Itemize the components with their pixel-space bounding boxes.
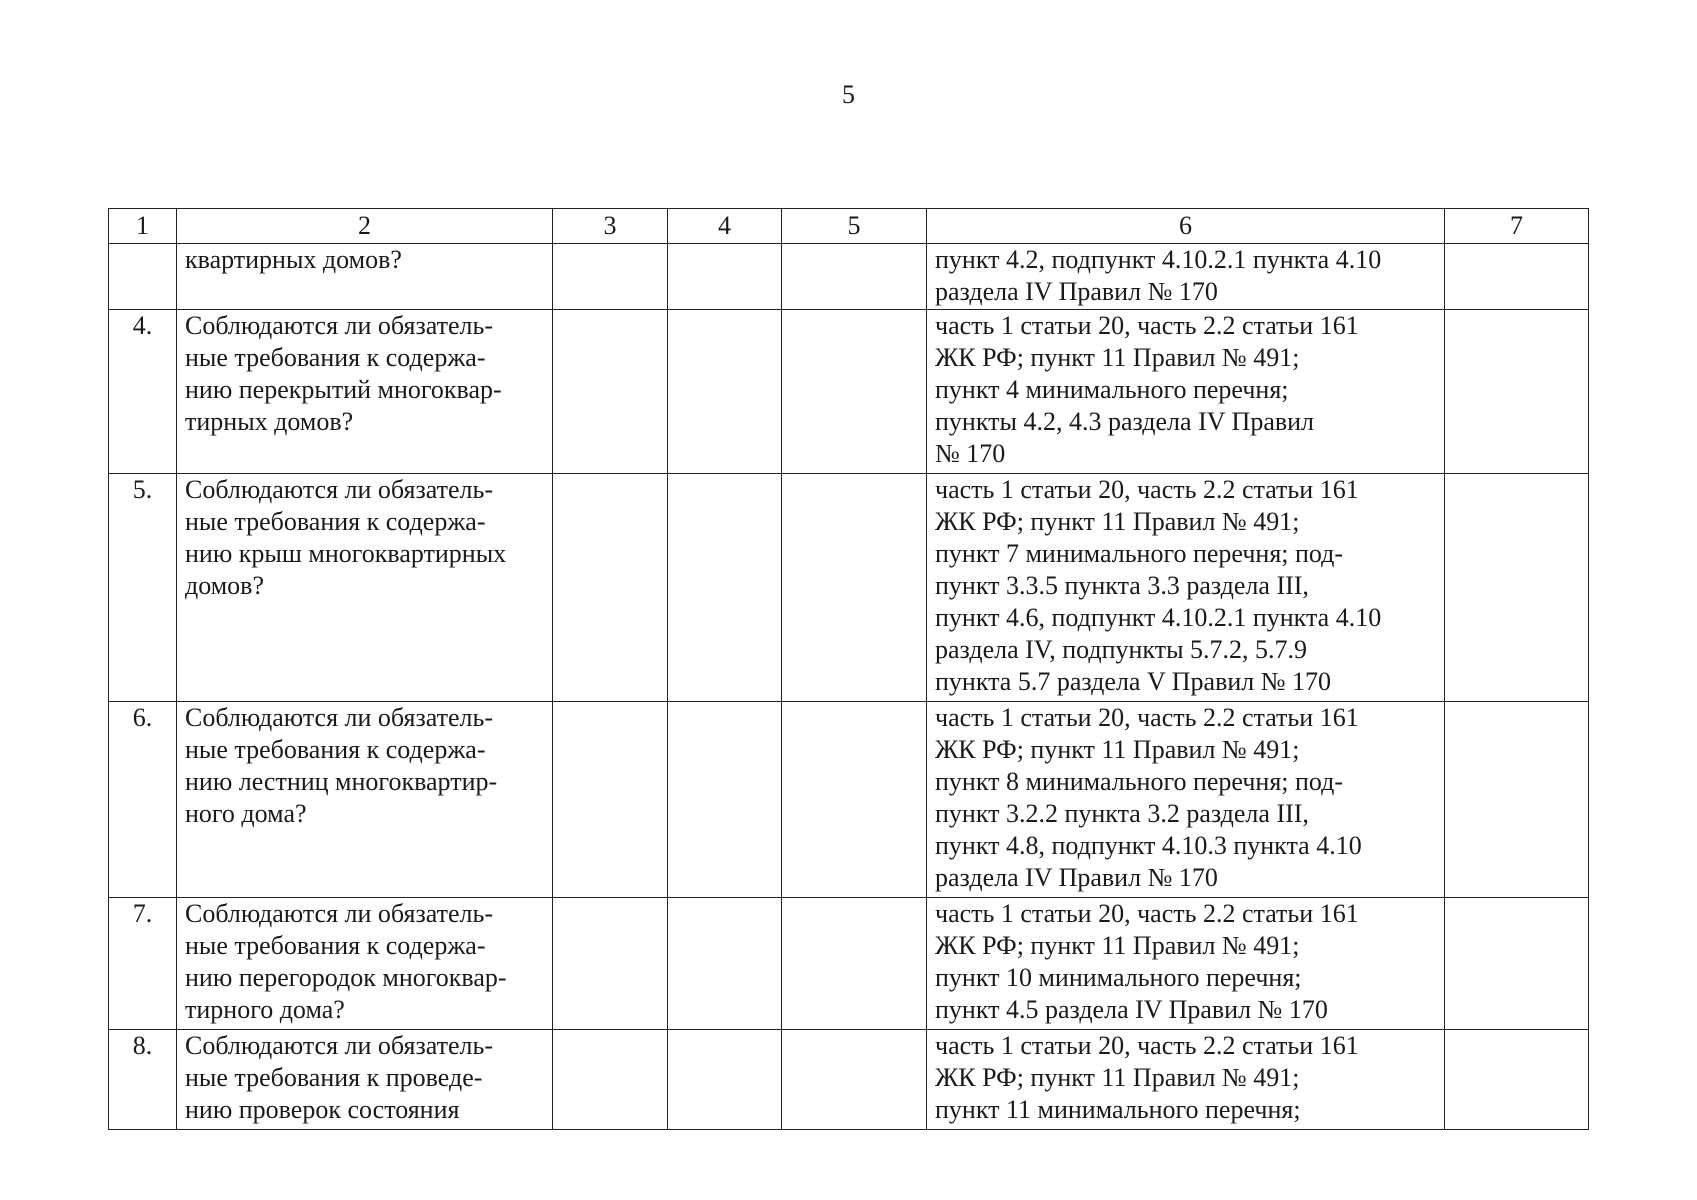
legal-line: ЖК РФ; пункт 11 Правил № 491; xyxy=(935,931,1300,960)
legal-line: ЖК РФ; пункт 11 Правил № 491; xyxy=(935,343,1300,372)
table-row xyxy=(109,702,1589,898)
cell-col-4 xyxy=(668,702,782,898)
legal-line: ЖК РФ; пункт 11 Правил № 491; xyxy=(935,507,1300,536)
legal-line: пункт 4.5 раздела IV Правил № 170 xyxy=(935,995,1328,1024)
legal-reference xyxy=(927,474,1445,702)
requirement-question xyxy=(177,702,553,898)
legal-line: пункт 11 минимального перечня; xyxy=(935,1095,1301,1124)
legal-line: пункт 3.3.5 пункта 3.3 раздела III, xyxy=(935,571,1309,600)
header-col-6: 6 xyxy=(927,209,1445,244)
legal-line: пункта 5.7 раздела V Правил № 170 xyxy=(935,667,1332,696)
question-line: тирного дома? xyxy=(185,995,345,1024)
header-row xyxy=(109,209,1589,244)
cell-col-3 xyxy=(553,702,668,898)
legal-line: пункт 4.2, подпункт 4.10.2.1 пункта 4.10 xyxy=(935,245,1382,274)
cell-col-4 xyxy=(668,310,782,474)
question-line: ные требования к содержа- xyxy=(185,931,486,960)
header-col-7: 7 xyxy=(1445,209,1589,244)
cell-col-5 xyxy=(782,898,927,1030)
cell-col-7 xyxy=(1445,1030,1589,1130)
cell-col-3 xyxy=(553,244,668,310)
cell-col-3 xyxy=(553,1030,668,1130)
row-number: 5. xyxy=(109,474,177,702)
cell-col-7 xyxy=(1445,310,1589,474)
row-number xyxy=(109,244,177,310)
row-number: 6. xyxy=(109,702,177,898)
header-col-3: 3 xyxy=(553,209,668,244)
question-line: ные требования к содержа- xyxy=(185,343,486,372)
question-line: нию крыш многоквартирных xyxy=(185,539,507,568)
legal-reference xyxy=(927,244,1445,310)
legal-line: пункт 10 минимального перечня; xyxy=(935,963,1302,992)
question-line: тирных домов? xyxy=(185,407,354,436)
legal-line: пункт 8 минимального перечня; под- xyxy=(935,767,1344,796)
row-number: 7. xyxy=(109,898,177,1030)
header-col-1: 1 xyxy=(109,209,177,244)
row-number: 8. xyxy=(109,1030,177,1130)
legal-line: часть 1 статьи 20, часть 2.2 статьи 161 xyxy=(935,475,1359,504)
header-col-2: 2 xyxy=(177,209,553,244)
legal-reference xyxy=(927,898,1445,1030)
cell-col-3 xyxy=(553,310,668,474)
cell-col-5 xyxy=(782,310,927,474)
legal-line: раздела IV, подпункты 5.7.2, 5.7.9 xyxy=(935,635,1308,664)
table-row xyxy=(109,244,1589,310)
legal-line: ЖК РФ; пункт 11 Правил № 491; xyxy=(935,1063,1300,1092)
header-col-5: 5 xyxy=(782,209,927,244)
legal-line: пункты 4.2, 4.3 раздела IV Правил xyxy=(935,407,1315,436)
requirement-question xyxy=(177,310,553,474)
question-line: домов? xyxy=(185,571,265,600)
legal-line: часть 1 статьи 20, часть 2.2 статьи 161 xyxy=(935,899,1359,928)
legal-line: № 170 xyxy=(935,439,1006,468)
requirement-question xyxy=(177,474,553,702)
legal-line: пункт 4.8, подпункт 4.10.3 пункта 4.10 xyxy=(935,831,1362,860)
question-line: ные требования к содержа- xyxy=(185,507,486,536)
cell-col-4 xyxy=(668,474,782,702)
question-line: Соблюдаются ли обязатель- xyxy=(185,703,493,732)
question-line: Соблюдаются ли обязатель- xyxy=(185,1031,493,1060)
cell-col-3 xyxy=(553,898,668,1030)
row-number: 4. xyxy=(109,310,177,474)
page-number: 5 xyxy=(842,80,855,109)
question-line: Соблюдаются ли обязатель- xyxy=(185,475,493,504)
legal-line: ЖК РФ; пункт 11 Правил № 491; xyxy=(935,735,1300,764)
requirement-question xyxy=(177,898,553,1030)
header-col-4: 4 xyxy=(668,209,782,244)
question-line: ные требования к содержа- xyxy=(185,735,486,764)
legal-line: часть 1 статьи 20, часть 2.2 статьи 161 xyxy=(935,703,1359,732)
cell-col-5 xyxy=(782,474,927,702)
legal-line: пункт 3.2.2 пункта 3.2 раздела III, xyxy=(935,799,1309,828)
question-line: ные требования к проведе- xyxy=(185,1063,483,1092)
legal-line: раздела IV Правил № 170 xyxy=(935,277,1218,306)
legal-line: часть 1 статьи 20, часть 2.2 статьи 161 xyxy=(935,1031,1359,1060)
table-row xyxy=(109,1030,1589,1130)
cell-col-4 xyxy=(668,898,782,1030)
cell-col-5 xyxy=(782,1030,927,1130)
question-line: Соблюдаются ли обязатель- xyxy=(185,311,493,340)
legal-line: часть 1 статьи 20, часть 2.2 статьи 161 xyxy=(935,311,1359,340)
question-line: нию перекрытий многоквар- xyxy=(185,375,502,404)
legal-reference xyxy=(927,1030,1445,1130)
legal-reference xyxy=(927,310,1445,474)
cell-col-5 xyxy=(782,702,927,898)
table-row xyxy=(109,310,1589,474)
table-row xyxy=(109,898,1589,1030)
question-line: нию перегородок многоквар- xyxy=(185,963,507,992)
requirement-question xyxy=(177,244,553,310)
cell-col-7 xyxy=(1445,244,1589,310)
cell-col-5 xyxy=(782,244,927,310)
question-line: Соблюдаются ли обязатель- xyxy=(185,899,493,928)
legal-line: раздела IV Правил № 170 xyxy=(935,863,1218,892)
cell-col-4 xyxy=(668,244,782,310)
cell-col-4 xyxy=(668,1030,782,1130)
question-line: нию лестниц многоквартир- xyxy=(185,767,498,796)
legal-line: пункт 4.6, подпункт 4.10.2.1 пункта 4.10 xyxy=(935,603,1382,632)
cell-col-7 xyxy=(1445,702,1589,898)
cell-col-7 xyxy=(1445,898,1589,1030)
cell-col-3 xyxy=(553,474,668,702)
legal-line: пункт 4 минимального перечня; xyxy=(935,375,1289,404)
table-row xyxy=(109,474,1589,702)
requirement-question xyxy=(177,1030,553,1130)
question-line: квартирных домов? xyxy=(185,245,402,274)
legal-line: пункт 7 минимального перечня; под- xyxy=(935,539,1344,568)
legal-reference xyxy=(927,702,1445,898)
checklist-table xyxy=(108,208,1589,1130)
question-line: нию проверок состояния xyxy=(185,1095,460,1124)
cell-col-7 xyxy=(1445,474,1589,702)
question-line: ного дома? xyxy=(185,799,307,828)
